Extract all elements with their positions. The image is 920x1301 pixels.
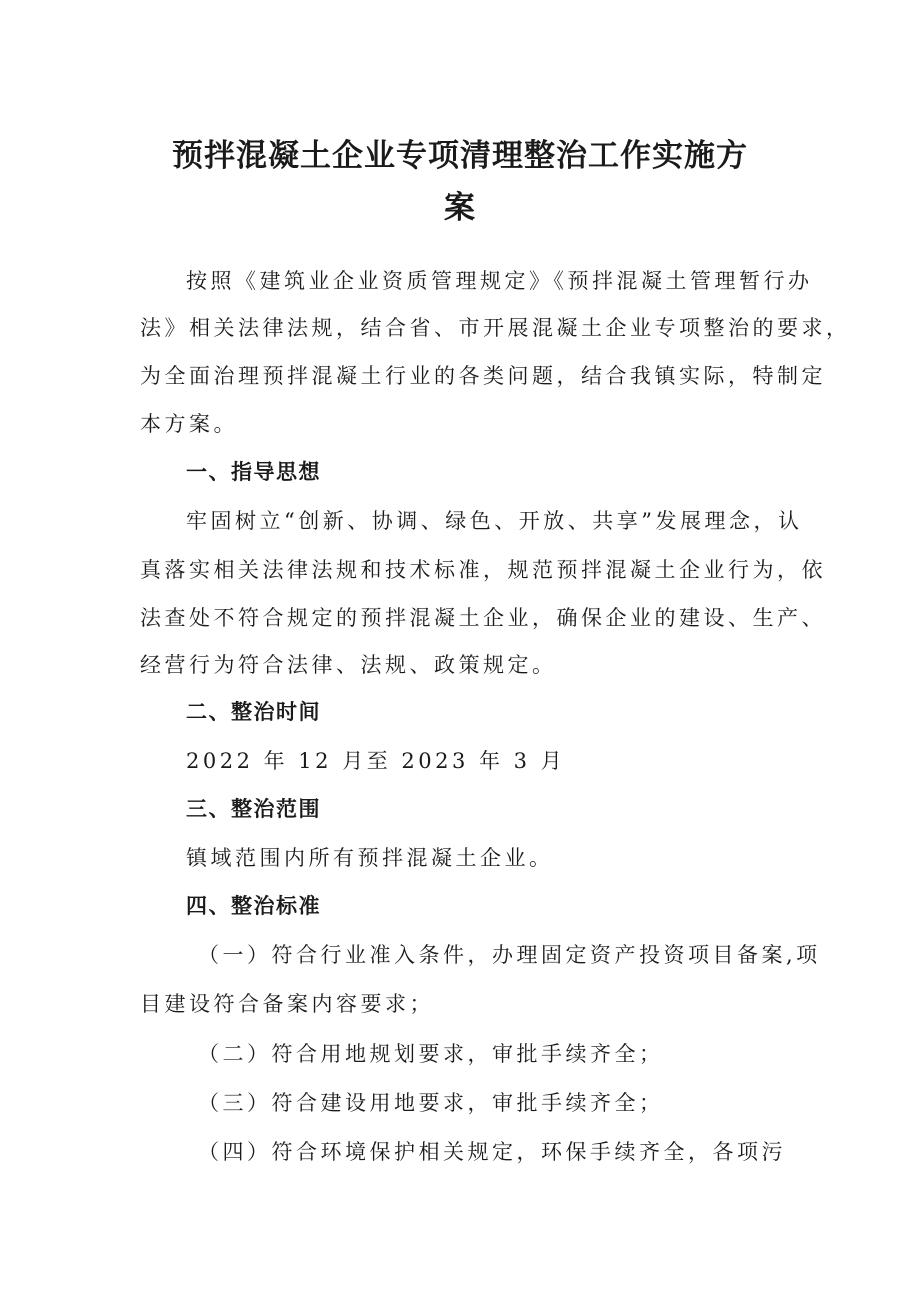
intro-line-3: 为全面治理预拌混凝土行业的各类问题，结合我镇实际，特制定 bbox=[140, 364, 826, 388]
section-4-item-2: （二）符合用地规划要求，审批手续齐全； bbox=[198, 1042, 664, 1066]
section-1-heading: 一、指导思想 bbox=[186, 460, 321, 484]
intro-line-2: 法》相关法律法规，结合省、市开展混凝土企业专项整治的要求， bbox=[140, 316, 851, 340]
section-2-body: 2022 年 12 月至 2023 年 3 月 bbox=[186, 749, 566, 773]
section-1-line-4: 经营行为符合法律、法规、政策规定。 bbox=[140, 653, 557, 677]
section-1-line-3: 法查处不符合规定的预拌混凝土企业，确保企业的建设、生产、 bbox=[140, 606, 826, 630]
intro-line-1: 按照《建筑业企业资质管理规定》《预拌混凝土管理暂行办 bbox=[186, 269, 813, 293]
section-4-heading: 四、整治标准 bbox=[186, 894, 321, 918]
intro-line-4: 本方案。 bbox=[140, 412, 238, 436]
section-4-item-1: （一）符合行业准入条件，办理固定资产投资项目备案,项 bbox=[198, 943, 821, 967]
section-1-line-2: 真落实相关法律法规和技术标准，规范预拌混凝土企业行为，依 bbox=[140, 558, 826, 582]
section-1-line-1: 牢固树立“创新、协调、绿色、开放、共享”发展理念，认 bbox=[186, 509, 803, 533]
section-4-item-3: （三）符合建设用地要求，审批手续齐全； bbox=[198, 1091, 664, 1115]
section-4-item-1-cont: 目建设符合备案内容要求； bbox=[140, 992, 434, 1016]
section-3-body: 镇域范围内所有预拌混凝土企业。 bbox=[186, 846, 554, 870]
document-title-line-2: 案 bbox=[444, 190, 476, 226]
document-title-line-1: 预拌混凝土企业专项清理整治工作实施方 bbox=[172, 138, 748, 174]
section-3-heading: 三、整治范围 bbox=[186, 797, 321, 821]
section-4-item-4: （四）符合环境保护相关规定，环保手续齐全，各项污 bbox=[198, 1140, 786, 1164]
section-2-heading: 二、整治时间 bbox=[186, 700, 321, 724]
